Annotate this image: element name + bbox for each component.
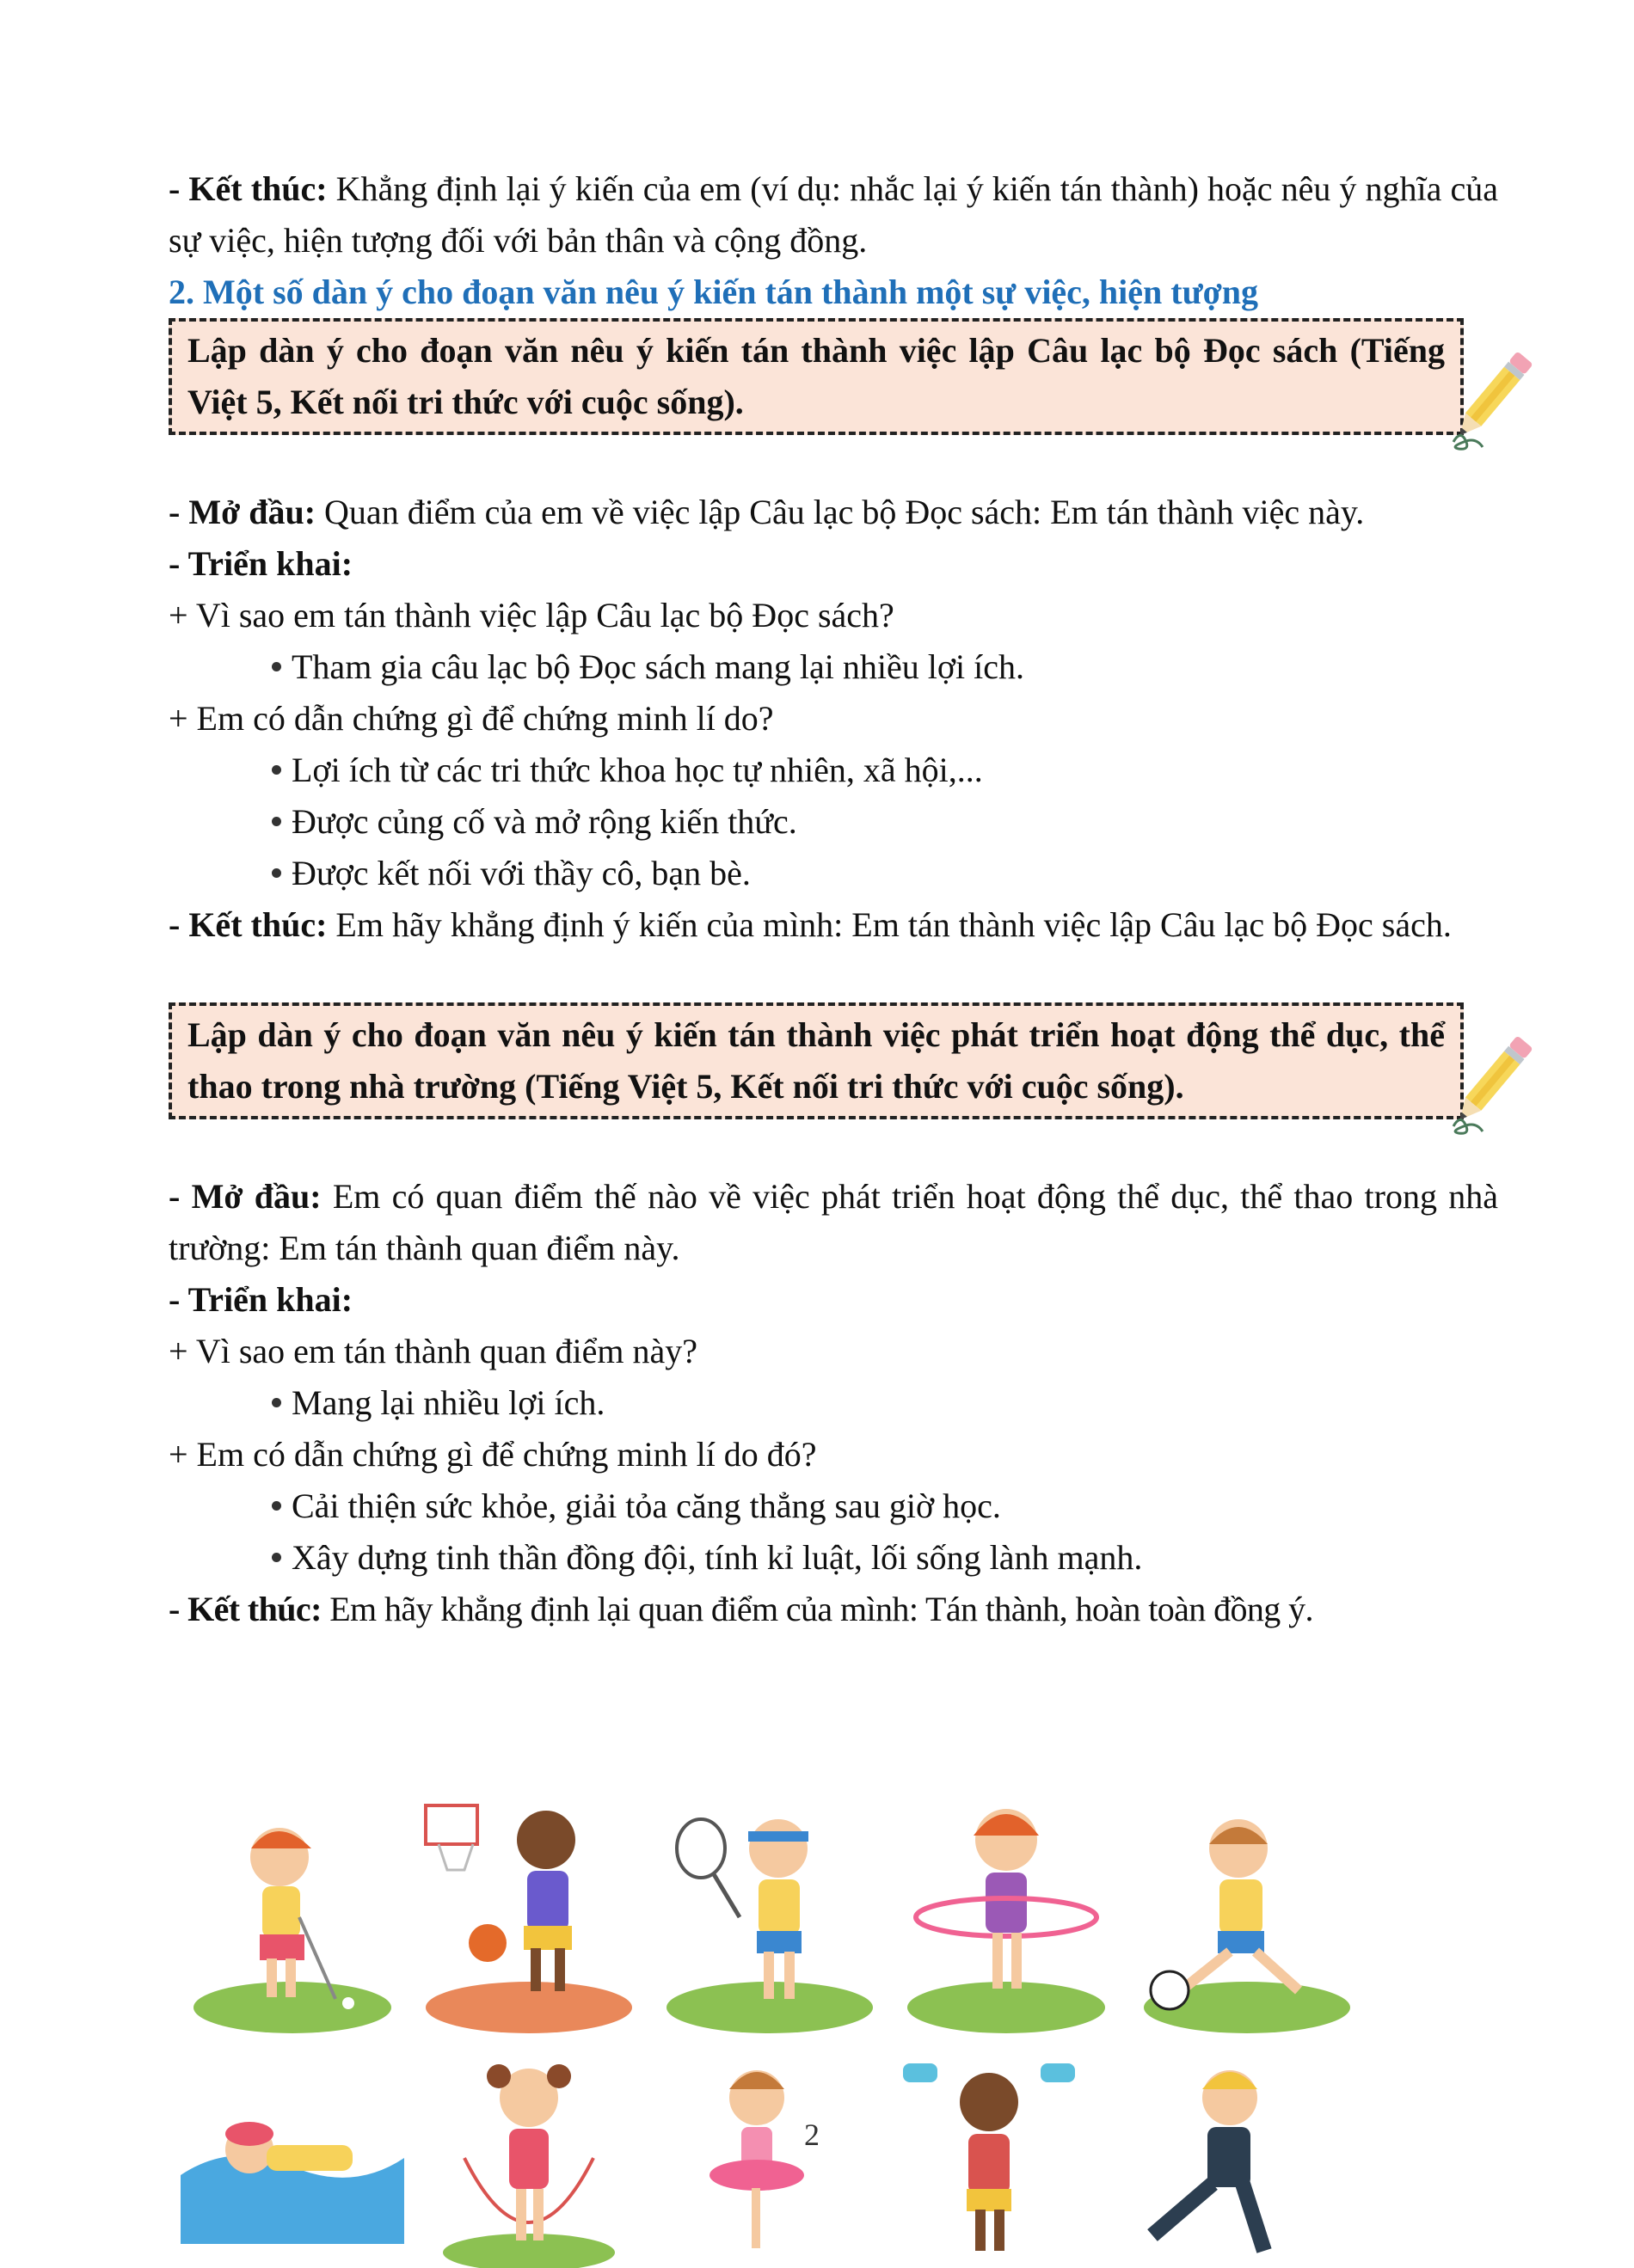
list-item xyxy=(169,1377,1498,1429)
page-number: 2 xyxy=(804,2118,820,2152)
outline-1-question-1: + Vì sao em tán thành việc lập Câu lạc bộ Đọc sách? xyxy=(169,596,894,634)
list-item xyxy=(169,796,1498,848)
outline-2-question-1: + Vì sao em tán thành quan điểm này? xyxy=(169,1332,697,1370)
intro-ending-label: - Kết thúc: xyxy=(169,169,328,208)
martial-arts-girl-illustration xyxy=(1118,2038,1333,2268)
golf-girl-illustration xyxy=(189,1797,396,2038)
list-item xyxy=(169,641,1498,693)
soccer-boy-illustration xyxy=(1135,1797,1359,2038)
list-item xyxy=(169,1532,1498,1584)
bullet-icon xyxy=(272,1553,281,1562)
pencil-icon xyxy=(1445,346,1539,457)
document-body xyxy=(169,163,1498,1635)
list-item xyxy=(169,745,1498,796)
outline-2-title-box xyxy=(169,1002,1464,1119)
outline-1-body-label-text: - Triển khai: xyxy=(169,544,353,583)
outline-1-opening xyxy=(169,487,1498,538)
ballet-girl-illustration xyxy=(662,2046,851,2268)
outline-2-opening-label: - Mở đầu: xyxy=(169,1177,322,1216)
outline-1-opening-label: - Mở đầu: xyxy=(169,493,316,531)
intro-ending-text: Khẳng định lại ý kiến của em (ví dụ: nhắc lại ý kiến tán thành) hoặc nêu ý nghĩa của sự việc, hiện tượng đối với bản thân và cộng đồng. xyxy=(169,169,1498,260)
outline-1-box-title: Lập dàn ý cho đoạn văn nêu ý kiến tán thành việc lập Câu lạc bộ Đọc sách (Tiếng Việt 5, Kết nối tri thức với cuộc sống). xyxy=(187,331,1445,421)
bullet-icon xyxy=(272,662,281,671)
bullet-icon xyxy=(272,868,281,878)
list-item-text: Tham gia câu lạc bộ Đọc sách mang lại nhiều lợi ích. xyxy=(292,647,1024,686)
list-item-text: Lợi ích từ các tri thức khoa học tự nhiên, xã hội,... xyxy=(292,751,983,789)
tennis-boy-illustration xyxy=(662,1797,877,2038)
outline-2-question-2: + Em có dẫn chứng gì để chứng minh lí do đó? xyxy=(169,1435,817,1474)
list-item-text: Được kết nối với thầy cô, bạn bè. xyxy=(292,854,751,892)
outline-1-opening-text: Quan điểm của em về việc lập Câu lạc bộ Đọc sách: Em tán thành việc này. xyxy=(316,493,1365,531)
bullet-icon xyxy=(272,1501,281,1511)
pencil-icon xyxy=(1445,1030,1539,1142)
sports-illustrations xyxy=(172,1797,1479,2268)
dumbbell-boy-illustration xyxy=(886,2038,1092,2268)
outline-1-ending-text: Em hãy khẳng định ý kiến của mình: Em tán thành việc lập Câu lạc bộ Đọc sách. xyxy=(327,905,1452,944)
outline-1-question-2: + Em có dẫn chứng gì để chứng minh lí do? xyxy=(169,699,774,738)
outline-2-ending xyxy=(169,1584,1498,1635)
list-item-text: Xây dựng tinh thần đồng đội, tính kỉ luật, lối sống lành mạnh. xyxy=(292,1538,1143,1577)
list-item xyxy=(169,848,1498,899)
outline-1-ending-label: - Kết thúc: xyxy=(169,905,328,944)
outline-2-ending-label: - Kết thúc: xyxy=(169,1590,322,1628)
swimming-girl-illustration xyxy=(172,2055,413,2268)
outline-2-body-label xyxy=(169,1274,1498,1326)
bullet-icon xyxy=(272,817,281,826)
outline-2-body-label-text: - Triển khai: xyxy=(169,1280,353,1319)
outline-2-box-title: Lập dàn ý cho đoạn văn nêu ý kiến tán thành việc phát triển hoạt động thể dục, thể thao trong nhà trường (Tiếng Việt 5, Kết nối tri thức với cuộc sống). xyxy=(187,1015,1445,1106)
list-item-text: Mang lại nhiều lợi ích. xyxy=(292,1383,605,1422)
outline-1-title-box xyxy=(169,318,1464,435)
jump-rope-girl-illustration xyxy=(430,2038,628,2268)
bullet-icon xyxy=(272,1398,281,1407)
list-item xyxy=(169,1480,1498,1532)
section-2-heading: 2. Một số dàn ý cho đoạn văn nêu ý kiến tán thành một sự việc, hiện tượng xyxy=(169,273,1259,311)
basketball-boy-illustration xyxy=(417,1788,641,2038)
list-item-text: Được củng cố và mở rộng kiến thức. xyxy=(292,802,797,841)
outline-2-opening xyxy=(169,1171,1498,1274)
list-item-text: Cải thiện sức khỏe, giải tỏa căng thẳng sau giờ học. xyxy=(292,1486,1001,1525)
intro-ending-paragraph xyxy=(169,163,1498,267)
bullet-icon xyxy=(272,765,281,775)
outline-2-ending-text: Em hãy khẳng định lại quan điểm của mình: Tán thành, hoàn toàn đồng ý. xyxy=(321,1590,1313,1628)
hula-hoop-girl-illustration xyxy=(894,1788,1118,2038)
outline-1-ending xyxy=(169,899,1498,951)
outline-1-body-label xyxy=(169,538,1498,590)
outline-2-opening-text: Em có quan điểm thế nào về việc phát triển hoạt động thể dục, thể thao trong nhà trường: Em tán thành quan điểm này. xyxy=(169,1177,1498,1267)
